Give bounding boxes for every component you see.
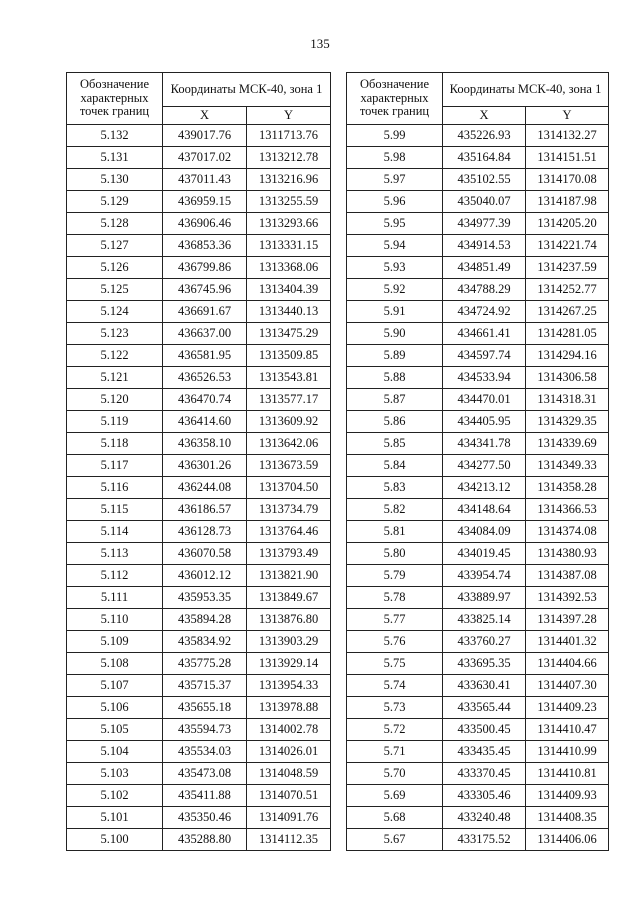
point-id-cell: 5.124 (67, 301, 163, 323)
x-coordinate-cell: 433370.45 (443, 763, 526, 785)
y-coordinate-cell: 1313642.06 (247, 433, 331, 455)
table-row (67, 543, 331, 565)
table-row (347, 213, 609, 235)
table-row (347, 301, 609, 323)
point-id-cell: 5.128 (67, 213, 163, 235)
y-coordinate-cell: 1314306.58 (526, 367, 609, 389)
x-coordinate-cell: 436244.08 (163, 477, 247, 499)
point-id-cell: 5.72 (347, 719, 443, 741)
x-coordinate-cell: 435715.37 (163, 675, 247, 697)
x-coordinate-cell: 437017.02 (163, 147, 247, 169)
point-id-cell: 5.98 (347, 147, 443, 169)
header-y: Y (526, 107, 609, 125)
x-coordinate-cell: 436526.53 (163, 367, 247, 389)
table-row (67, 763, 331, 785)
y-coordinate-cell: 1311713.76 (247, 125, 331, 147)
point-id-cell: 5.103 (67, 763, 163, 785)
y-coordinate-cell: 1313793.49 (247, 543, 331, 565)
table-row (347, 345, 609, 367)
point-id-cell: 5.111 (67, 587, 163, 609)
x-coordinate-cell: 435288.80 (163, 829, 247, 851)
table-row (67, 631, 331, 653)
table-row (347, 279, 609, 301)
y-coordinate-cell: 1314132.27 (526, 125, 609, 147)
point-id-cell: 5.116 (67, 477, 163, 499)
table-row (347, 389, 609, 411)
coordinates-table-left-body (67, 125, 331, 851)
x-coordinate-cell: 435594.73 (163, 719, 247, 741)
point-id-cell: 5.102 (67, 785, 163, 807)
y-coordinate-cell: 1313734.79 (247, 499, 331, 521)
table-row (347, 477, 609, 499)
point-id-cell: 5.127 (67, 235, 163, 257)
y-coordinate-cell: 1313212.78 (247, 147, 331, 169)
y-coordinate-cell: 1314408.35 (526, 807, 609, 829)
point-id-cell: 5.125 (67, 279, 163, 301)
point-id-cell: 5.92 (347, 279, 443, 301)
point-id-cell: 5.73 (347, 697, 443, 719)
header-point-label: Обозначение характерных точек границ (67, 73, 163, 125)
x-coordinate-cell: 434341.78 (443, 433, 526, 455)
point-id-cell: 5.97 (347, 169, 443, 191)
y-coordinate-cell: 1314281.05 (526, 323, 609, 345)
y-coordinate-cell: 1314002.78 (247, 719, 331, 741)
y-coordinate-cell: 1314406.06 (526, 829, 609, 851)
point-id-cell: 5.70 (347, 763, 443, 785)
table-row (67, 719, 331, 741)
point-id-cell: 5.71 (347, 741, 443, 763)
table-row (67, 213, 331, 235)
header-x: X (443, 107, 526, 125)
table-row (67, 785, 331, 807)
y-coordinate-cell: 1314358.28 (526, 477, 609, 499)
x-coordinate-cell: 434661.41 (443, 323, 526, 345)
y-coordinate-cell: 1314407.30 (526, 675, 609, 697)
x-coordinate-cell: 436691.67 (163, 301, 247, 323)
x-coordinate-cell: 436414.60 (163, 411, 247, 433)
x-coordinate-cell: 434277.50 (443, 455, 526, 477)
y-coordinate-cell: 1314404.66 (526, 653, 609, 675)
table-row (67, 345, 331, 367)
y-coordinate-cell: 1313903.29 (247, 631, 331, 653)
point-id-cell: 5.89 (347, 345, 443, 367)
table-row (67, 829, 331, 851)
point-id-cell: 5.126 (67, 257, 163, 279)
y-coordinate-cell: 1314409.93 (526, 785, 609, 807)
table-row (347, 609, 609, 631)
y-coordinate-cell: 1314349.33 (526, 455, 609, 477)
table-row (347, 719, 609, 741)
x-coordinate-cell: 435775.28 (163, 653, 247, 675)
x-coordinate-cell: 436358.10 (163, 433, 247, 455)
point-id-cell: 5.104 (67, 741, 163, 763)
point-id-cell: 5.123 (67, 323, 163, 345)
x-coordinate-cell: 436853.36 (163, 235, 247, 257)
y-coordinate-cell: 1313255.59 (247, 191, 331, 213)
x-coordinate-cell: 433240.48 (443, 807, 526, 829)
x-coordinate-cell: 433305.46 (443, 785, 526, 807)
y-coordinate-cell: 1314409.23 (526, 697, 609, 719)
y-coordinate-cell: 1313331.15 (247, 235, 331, 257)
x-coordinate-cell: 434597.74 (443, 345, 526, 367)
table-row (67, 191, 331, 213)
y-coordinate-cell: 1313293.66 (247, 213, 331, 235)
x-coordinate-cell: 435102.55 (443, 169, 526, 191)
table-row (67, 367, 331, 389)
page-number: 135 (310, 36, 330, 51)
x-coordinate-cell: 433565.44 (443, 697, 526, 719)
point-id-cell: 5.114 (67, 521, 163, 543)
x-coordinate-cell: 435350.46 (163, 807, 247, 829)
x-coordinate-cell: 434788.29 (443, 279, 526, 301)
point-id-cell: 5.118 (67, 433, 163, 455)
point-id-cell: 5.101 (67, 807, 163, 829)
y-coordinate-cell: 1314318.31 (526, 389, 609, 411)
y-coordinate-cell: 1314170.08 (526, 169, 609, 191)
x-coordinate-cell: 434724.92 (443, 301, 526, 323)
point-id-cell: 5.112 (67, 565, 163, 587)
point-id-cell: 5.94 (347, 235, 443, 257)
point-id-cell: 5.110 (67, 609, 163, 631)
table-row (67, 411, 331, 433)
y-coordinate-cell: 1313821.90 (247, 565, 331, 587)
point-id-cell: 5.85 (347, 433, 443, 455)
table-row (67, 169, 331, 191)
x-coordinate-cell: 435534.03 (163, 741, 247, 763)
y-coordinate-cell: 1314410.99 (526, 741, 609, 763)
point-id-cell: 5.67 (347, 829, 443, 851)
x-coordinate-cell: 436637.00 (163, 323, 247, 345)
x-coordinate-cell: 434914.53 (443, 235, 526, 257)
y-coordinate-cell: 1314329.35 (526, 411, 609, 433)
y-coordinate-cell: 1313876.80 (247, 609, 331, 631)
y-coordinate-cell: 1314397.28 (526, 609, 609, 631)
point-id-cell: 5.80 (347, 543, 443, 565)
point-id-cell: 5.132 (67, 125, 163, 147)
y-coordinate-cell: 1314151.51 (526, 147, 609, 169)
point-id-cell: 5.96 (347, 191, 443, 213)
x-coordinate-cell: 436906.46 (163, 213, 247, 235)
table-row (67, 455, 331, 477)
point-id-cell: 5.120 (67, 389, 163, 411)
table-row (347, 631, 609, 653)
point-id-cell: 5.68 (347, 807, 443, 829)
table-row (67, 609, 331, 631)
point-id-cell: 5.106 (67, 697, 163, 719)
point-id-cell: 5.99 (347, 125, 443, 147)
table-row (347, 235, 609, 257)
table-row (347, 785, 609, 807)
x-coordinate-cell: 433175.52 (443, 829, 526, 851)
table-row (67, 675, 331, 697)
table-row (347, 499, 609, 521)
point-id-cell: 5.108 (67, 653, 163, 675)
x-coordinate-cell: 435040.07 (443, 191, 526, 213)
table-row (67, 147, 331, 169)
point-id-cell: 5.122 (67, 345, 163, 367)
y-coordinate-cell: 1313509.85 (247, 345, 331, 367)
point-id-cell: 5.115 (67, 499, 163, 521)
x-coordinate-cell: 435473.08 (163, 763, 247, 785)
table-row (67, 257, 331, 279)
x-coordinate-cell: 434977.39 (443, 213, 526, 235)
point-id-cell: 5.105 (67, 719, 163, 741)
table-row (347, 191, 609, 213)
y-coordinate-cell: 1313704.50 (247, 477, 331, 499)
x-coordinate-cell: 433889.97 (443, 587, 526, 609)
x-coordinate-cell: 434084.09 (443, 521, 526, 543)
y-coordinate-cell: 1314387.08 (526, 565, 609, 587)
x-coordinate-cell: 433695.35 (443, 653, 526, 675)
x-coordinate-cell: 435411.88 (163, 785, 247, 807)
x-coordinate-cell: 439017.76 (163, 125, 247, 147)
coordinates-table-left (66, 72, 331, 851)
x-coordinate-cell: 433760.27 (443, 631, 526, 653)
point-id-cell: 5.88 (347, 367, 443, 389)
header-y: Y (247, 107, 331, 125)
y-coordinate-cell: 1313673.59 (247, 455, 331, 477)
x-coordinate-cell: 434213.12 (443, 477, 526, 499)
point-id-cell: 5.78 (347, 587, 443, 609)
y-coordinate-cell: 1314374.08 (526, 521, 609, 543)
table-row (347, 741, 609, 763)
y-coordinate-cell: 1314410.47 (526, 719, 609, 741)
point-id-cell: 5.131 (67, 147, 163, 169)
table-row (347, 565, 609, 587)
table-row (347, 433, 609, 455)
header-point-label: Обозначение характерных точек границ (347, 73, 443, 125)
x-coordinate-cell: 436959.15 (163, 191, 247, 213)
table-row (67, 433, 331, 455)
table-row (67, 477, 331, 499)
y-coordinate-cell: 1313216.96 (247, 169, 331, 191)
y-coordinate-cell: 1314294.16 (526, 345, 609, 367)
y-coordinate-cell: 1313543.81 (247, 367, 331, 389)
point-id-cell: 5.79 (347, 565, 443, 587)
point-id-cell: 5.84 (347, 455, 443, 477)
x-coordinate-cell: 436012.12 (163, 565, 247, 587)
x-coordinate-cell: 436070.58 (163, 543, 247, 565)
coordinates-table-right (346, 72, 609, 851)
y-coordinate-cell: 1314112.35 (247, 829, 331, 851)
table-row (347, 125, 609, 147)
table-row (347, 323, 609, 345)
point-id-cell: 5.95 (347, 213, 443, 235)
x-coordinate-cell: 433500.45 (443, 719, 526, 741)
table-row (67, 235, 331, 257)
coordinates-table-right-body (347, 125, 609, 851)
y-coordinate-cell: 1314026.01 (247, 741, 331, 763)
point-id-cell: 5.90 (347, 323, 443, 345)
point-id-cell: 5.86 (347, 411, 443, 433)
table-row (67, 807, 331, 829)
point-id-cell: 5.74 (347, 675, 443, 697)
y-coordinate-cell: 1314252.77 (526, 279, 609, 301)
y-coordinate-cell: 1313978.88 (247, 697, 331, 719)
y-coordinate-cell: 1313577.17 (247, 389, 331, 411)
header-coordinates: Координаты МСК-40, зона 1 (443, 73, 609, 107)
x-coordinate-cell: 433435.45 (443, 741, 526, 763)
y-coordinate-cell: 1314380.93 (526, 543, 609, 565)
table-row (347, 411, 609, 433)
table-row (67, 301, 331, 323)
header-x: X (163, 107, 247, 125)
point-id-cell: 5.75 (347, 653, 443, 675)
table-row (67, 741, 331, 763)
x-coordinate-cell: 437011.43 (163, 169, 247, 191)
y-coordinate-cell: 1314221.74 (526, 235, 609, 257)
x-coordinate-cell: 436745.96 (163, 279, 247, 301)
point-id-cell: 5.100 (67, 829, 163, 851)
x-coordinate-cell: 434405.95 (443, 411, 526, 433)
table-row (347, 653, 609, 675)
y-coordinate-cell: 1313404.39 (247, 279, 331, 301)
table-row (347, 697, 609, 719)
point-id-cell: 5.109 (67, 631, 163, 653)
point-id-cell: 5.129 (67, 191, 163, 213)
y-coordinate-cell: 1314366.53 (526, 499, 609, 521)
table-row (347, 587, 609, 609)
point-id-cell: 5.77 (347, 609, 443, 631)
table-row (347, 367, 609, 389)
point-id-cell: 5.87 (347, 389, 443, 411)
table-row (67, 521, 331, 543)
y-coordinate-cell: 1314392.53 (526, 587, 609, 609)
table-row (347, 675, 609, 697)
point-id-cell: 5.69 (347, 785, 443, 807)
table-row (67, 565, 331, 587)
x-coordinate-cell: 435894.28 (163, 609, 247, 631)
x-coordinate-cell: 436470.74 (163, 389, 247, 411)
x-coordinate-cell: 435655.18 (163, 697, 247, 719)
y-coordinate-cell: 1313764.46 (247, 521, 331, 543)
x-coordinate-cell: 435164.84 (443, 147, 526, 169)
point-id-cell: 5.76 (347, 631, 443, 653)
y-coordinate-cell: 1313368.06 (247, 257, 331, 279)
y-coordinate-cell: 1314205.20 (526, 213, 609, 235)
table-row (67, 697, 331, 719)
point-id-cell: 5.81 (347, 521, 443, 543)
point-id-cell: 5.121 (67, 367, 163, 389)
table-row (347, 807, 609, 829)
table-row (67, 323, 331, 345)
x-coordinate-cell: 436581.95 (163, 345, 247, 367)
y-coordinate-cell: 1313849.67 (247, 587, 331, 609)
x-coordinate-cell: 435834.92 (163, 631, 247, 653)
x-coordinate-cell: 434851.49 (443, 257, 526, 279)
table-row (347, 257, 609, 279)
x-coordinate-cell: 434148.64 (443, 499, 526, 521)
x-coordinate-cell: 434019.45 (443, 543, 526, 565)
table-row (347, 543, 609, 565)
table-row (67, 587, 331, 609)
x-coordinate-cell: 433954.74 (443, 565, 526, 587)
y-coordinate-cell: 1314339.69 (526, 433, 609, 455)
y-coordinate-cell: 1314091.76 (247, 807, 331, 829)
point-id-cell: 5.93 (347, 257, 443, 279)
x-coordinate-cell: 436301.26 (163, 455, 247, 477)
table-row (67, 389, 331, 411)
table-row (347, 147, 609, 169)
y-coordinate-cell: 1314187.98 (526, 191, 609, 213)
x-coordinate-cell: 435226.93 (443, 125, 526, 147)
table-row (67, 653, 331, 675)
y-coordinate-cell: 1314410.81 (526, 763, 609, 785)
x-coordinate-cell: 434533.94 (443, 367, 526, 389)
point-id-cell: 5.119 (67, 411, 163, 433)
table-row (347, 829, 609, 851)
point-id-cell: 5.117 (67, 455, 163, 477)
table-row (347, 763, 609, 785)
table-row (67, 125, 331, 147)
table-row (347, 521, 609, 543)
point-id-cell: 5.113 (67, 543, 163, 565)
table-row (347, 455, 609, 477)
y-coordinate-cell: 1313609.92 (247, 411, 331, 433)
y-coordinate-cell: 1313440.13 (247, 301, 331, 323)
y-coordinate-cell: 1314048.59 (247, 763, 331, 785)
point-id-cell: 5.83 (347, 477, 443, 499)
x-coordinate-cell: 436186.57 (163, 499, 247, 521)
table-row (347, 169, 609, 191)
y-coordinate-cell: 1314070.51 (247, 785, 331, 807)
point-id-cell: 5.91 (347, 301, 443, 323)
point-id-cell: 5.82 (347, 499, 443, 521)
table-row (67, 499, 331, 521)
x-coordinate-cell: 436128.73 (163, 521, 247, 543)
x-coordinate-cell: 435953.35 (163, 587, 247, 609)
header-coordinates: Координаты МСК-40, зона 1 (163, 73, 331, 107)
y-coordinate-cell: 1314267.25 (526, 301, 609, 323)
x-coordinate-cell: 433630.41 (443, 675, 526, 697)
y-coordinate-cell: 1314401.32 (526, 631, 609, 653)
point-id-cell: 5.107 (67, 675, 163, 697)
table-row (67, 279, 331, 301)
y-coordinate-cell: 1313954.33 (247, 675, 331, 697)
x-coordinate-cell: 436799.86 (163, 257, 247, 279)
y-coordinate-cell: 1313475.29 (247, 323, 331, 345)
y-coordinate-cell: 1313929.14 (247, 653, 331, 675)
y-coordinate-cell: 1314237.59 (526, 257, 609, 279)
point-id-cell: 5.130 (67, 169, 163, 191)
x-coordinate-cell: 434470.01 (443, 389, 526, 411)
x-coordinate-cell: 433825.14 (443, 609, 526, 631)
